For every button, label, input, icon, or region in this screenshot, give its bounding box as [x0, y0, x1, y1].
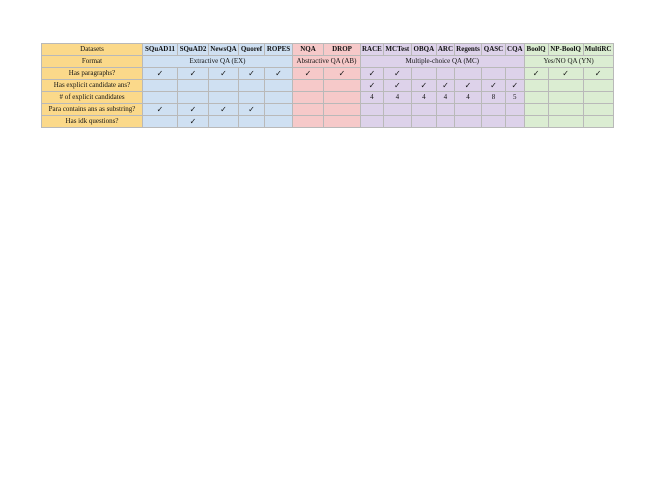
dataset-header: OBQA: [411, 44, 436, 56]
check-mark-cell: ✓: [265, 68, 293, 80]
table-cell: 4: [455, 92, 482, 104]
table-cell: [209, 80, 239, 92]
table-cell: [324, 92, 361, 104]
dataset-header: NewsQA: [209, 44, 239, 56]
check-mark-cell: ✓: [361, 80, 384, 92]
datasets-header: Datasets: [42, 44, 143, 56]
table-cell: [143, 80, 178, 92]
check-mark-cell: ✓: [178, 104, 209, 116]
table-cell: [411, 68, 436, 80]
dataset-header: ROPES: [265, 44, 293, 56]
table-cell: [265, 80, 293, 92]
check-mark-cell: ✓: [583, 68, 613, 80]
property-row: [42, 116, 614, 128]
table-cell: [524, 80, 548, 92]
check-mark-cell: ✓: [178, 116, 209, 128]
table-cell: [583, 116, 613, 128]
table-cell: 4: [411, 92, 436, 104]
format-group: Multiple-choice QA (MC): [361, 56, 525, 68]
table-cell: [239, 80, 265, 92]
dataset-header: ARC: [436, 44, 454, 56]
table-cell: [524, 92, 548, 104]
format-group: Extractive QA (EX): [143, 56, 293, 68]
table-cell: [239, 116, 265, 128]
row-label: Has explicit candidate ans?: [42, 80, 143, 92]
table-cell: [548, 104, 583, 116]
table-cell: [506, 104, 525, 116]
header-row: [42, 44, 614, 56]
check-mark-cell: ✓: [411, 80, 436, 92]
check-mark-cell: ✓: [524, 68, 548, 80]
table-cell: [436, 104, 454, 116]
dataset-header: CQA: [506, 44, 525, 56]
table-cell: 4: [383, 92, 411, 104]
table-cell: [361, 116, 384, 128]
format-group: Abstractive QA (AB): [293, 56, 361, 68]
table-cell: [324, 116, 361, 128]
check-mark-cell: ✓: [383, 80, 411, 92]
table-cell: 8: [482, 92, 506, 104]
property-row: [42, 104, 614, 116]
table-cell: [506, 68, 525, 80]
row-label: Para contains ans as substring?: [42, 104, 143, 116]
table-cell: [293, 116, 324, 128]
check-mark-cell: ✓: [361, 68, 384, 80]
table-cell: [548, 116, 583, 128]
check-mark-cell: ✓: [209, 104, 239, 116]
dataset-header: BoolQ: [524, 44, 548, 56]
table-cell: [455, 116, 482, 128]
table-cell: [293, 104, 324, 116]
check-mark-cell: ✓: [209, 68, 239, 80]
table-cell: 4: [361, 92, 384, 104]
dataset-header: RACE: [361, 44, 384, 56]
check-mark-cell: ✓: [239, 104, 265, 116]
table-cell: [143, 92, 178, 104]
table-cell: [383, 116, 411, 128]
qa-datasets-table: [41, 43, 614, 128]
format-group: Yes/NO QA (YN): [524, 56, 613, 68]
table-cell: [583, 80, 613, 92]
table-cell: 5: [506, 92, 525, 104]
dataset-header: MultiRC: [583, 44, 613, 56]
table-cell: [293, 80, 324, 92]
dataset-header: DROP: [324, 44, 361, 56]
check-mark-cell: ✓: [324, 68, 361, 80]
check-mark-cell: ✓: [239, 68, 265, 80]
table-cell: [436, 68, 454, 80]
table-cell: [524, 116, 548, 128]
table-cell: [178, 92, 209, 104]
format-row: [42, 56, 614, 68]
property-row: [42, 68, 614, 80]
table-cell: [143, 116, 178, 128]
check-mark-cell: ✓: [178, 68, 209, 80]
table-cell: [265, 104, 293, 116]
check-mark-cell: ✓: [436, 80, 454, 92]
check-mark-cell: ✓: [548, 68, 583, 80]
table-cell: [324, 104, 361, 116]
table-cell: [455, 68, 482, 80]
table-cell: [239, 92, 265, 104]
table-cell: [482, 116, 506, 128]
table-cell: [548, 80, 583, 92]
table-cell: [293, 92, 324, 104]
check-mark-cell: ✓: [143, 68, 178, 80]
table-cell: [482, 68, 506, 80]
row-label: Format: [42, 56, 143, 68]
property-row: [42, 92, 614, 104]
table-cell: [482, 104, 506, 116]
dataset-header: NQA: [293, 44, 324, 56]
dataset-header: QASC: [482, 44, 506, 56]
dataset-header: Quoref: [239, 44, 265, 56]
dataset-header: Regents: [455, 44, 482, 56]
table-cell: [209, 92, 239, 104]
table-cell: [455, 104, 482, 116]
table-cell: [583, 104, 613, 116]
table-cell: [583, 92, 613, 104]
table-cell: [265, 92, 293, 104]
dataset-header: NP-BoolQ: [548, 44, 583, 56]
row-label: Has paragraphs?: [42, 68, 143, 80]
check-mark-cell: ✓: [455, 80, 482, 92]
table-cell: [265, 116, 293, 128]
table-cell: [436, 116, 454, 128]
table-cell: [178, 80, 209, 92]
row-label: # of explicit candidates: [42, 92, 143, 104]
property-row: [42, 80, 614, 92]
dataset-header: SQuAD11: [143, 44, 178, 56]
table-cell: [209, 116, 239, 128]
row-label: Has idk questions?: [42, 116, 143, 128]
table-cell: [548, 92, 583, 104]
dataset-header: SQuAD2: [178, 44, 209, 56]
table-cell: [411, 116, 436, 128]
table-cell: [524, 104, 548, 116]
check-mark-cell: ✓: [482, 80, 506, 92]
table-cell: [506, 116, 525, 128]
dataset-header: MCTest: [383, 44, 411, 56]
check-mark-cell: ✓: [383, 68, 411, 80]
table-cell: [324, 80, 361, 92]
check-mark-cell: ✓: [143, 104, 178, 116]
table-cell: [361, 104, 384, 116]
table-cell: [383, 104, 411, 116]
table-cell: 4: [436, 92, 454, 104]
table-cell: [411, 104, 436, 116]
check-mark-cell: ✓: [293, 68, 324, 80]
check-mark-cell: ✓: [506, 80, 525, 92]
